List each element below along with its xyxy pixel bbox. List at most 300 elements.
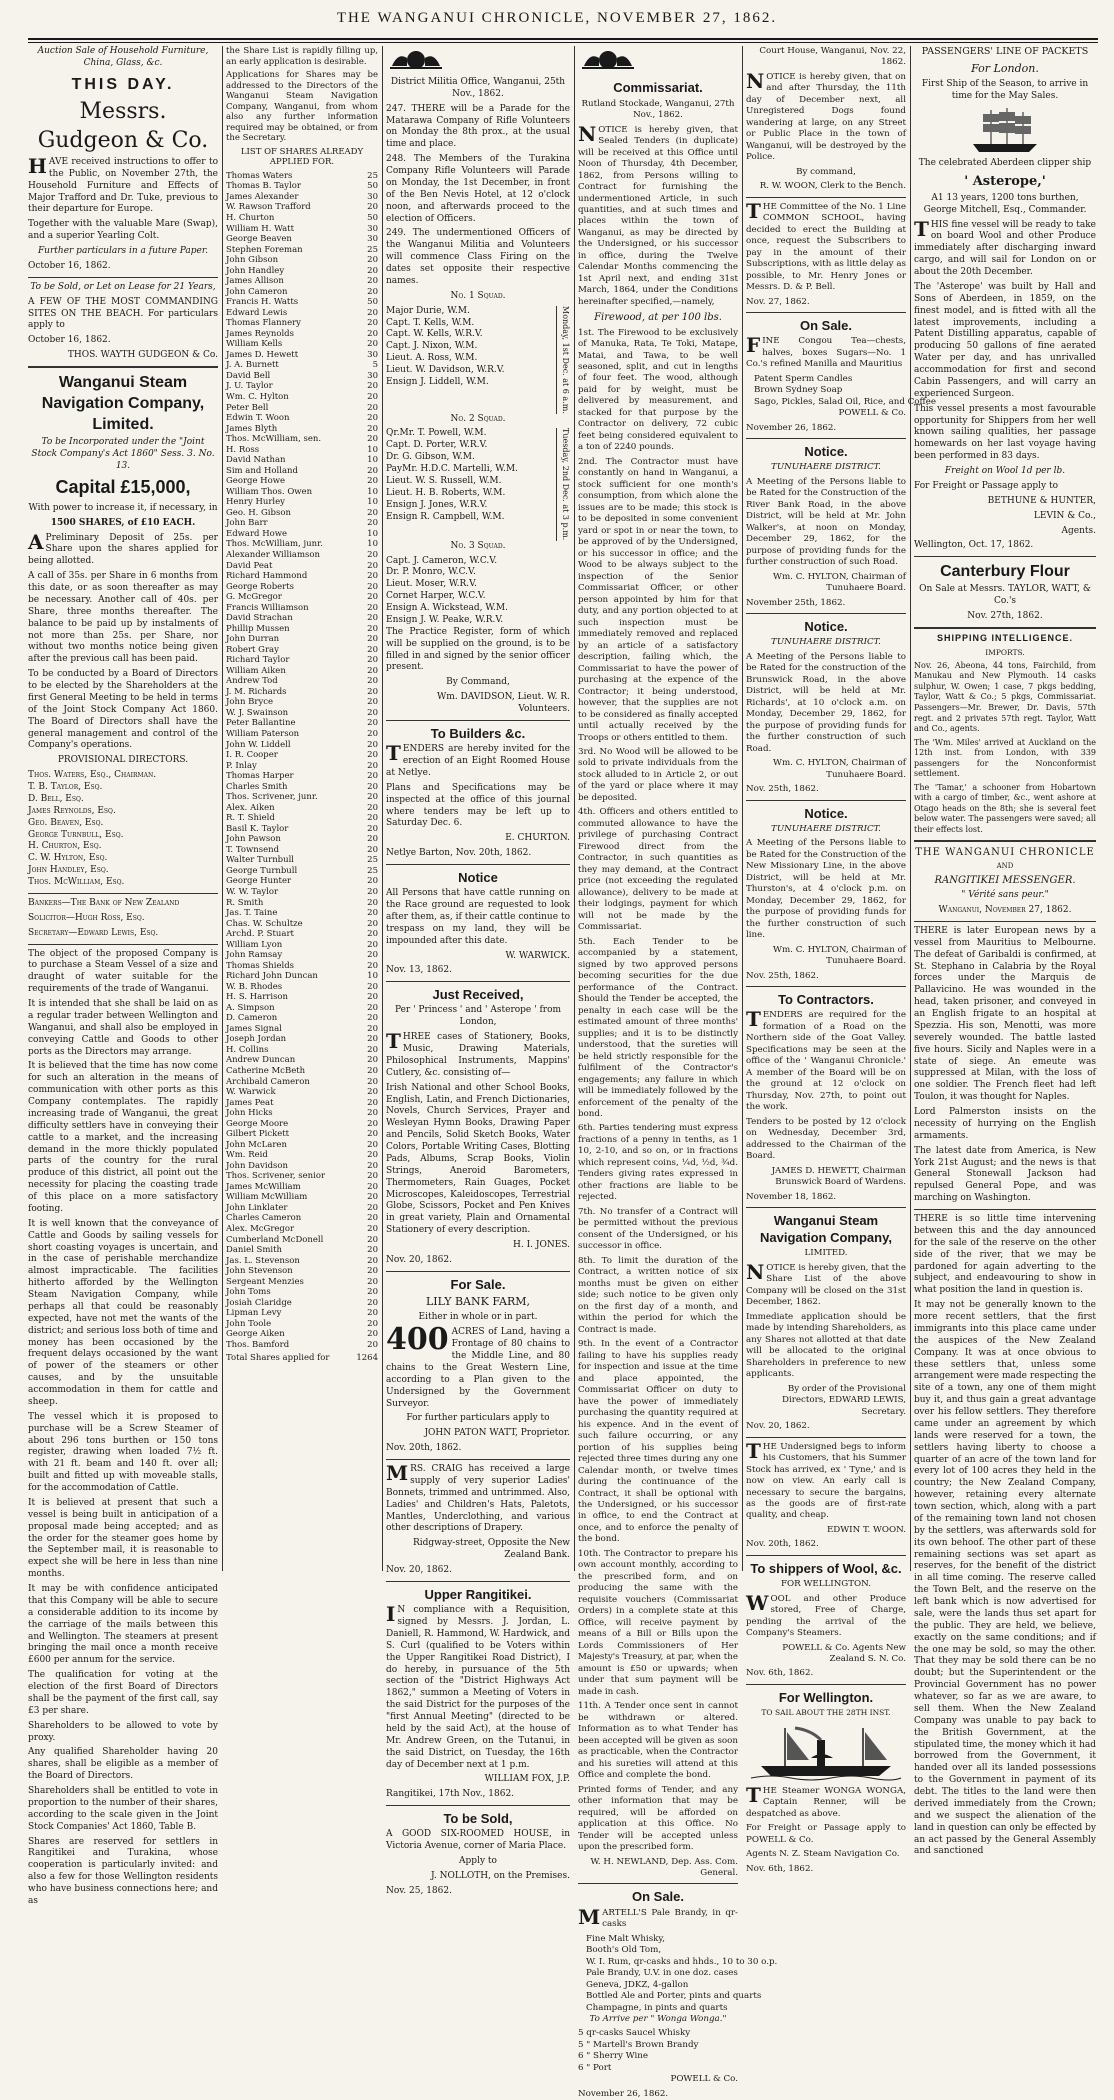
shareholder-name: Basil K. Taylor [226,823,289,834]
notice-3-heading: Notice. [804,805,848,821]
shareholder-name: George Aiken [226,1329,285,1340]
shareholder-row [226,645,378,656]
condition: 1st. The Firewood to be exclusively of Manuka, Rata, Te Toki, Matape, Matai, and Tawa, to be well seasoned, split, and cut in lengths of four feet. The wood, although paid for by weight, must be delivered by measurement, and stacked for that purpose by the Contractor on delivery, 72 cubic feet being considered equivalent to a ton of 2240 pounds. [578,327,738,453]
squad-member: Ensign J. Liddell, W.M. [386,376,489,387]
shareholder-shares: 20 [367,992,378,1003]
sailing-ship-icon [965,106,1045,156]
shareholder-row [226,708,378,719]
farm-body [386,1322,570,1410]
militia-office: District Militia Office, Wanganui, 25th Nov., 1862. [390,76,566,99]
sale-items [746,373,936,408]
for-sale-heading: For Sale. [450,1276,506,1292]
lease-signer: THOS. WAYTH GUDGEON & Co. [67,350,218,361]
shareholder-name: Thos. Bamford [226,1339,290,1350]
wsn-incorporation: To be Incorporated under the "Joint Stock Company's Act 1860" Sess. 3. No. 13. [31,437,215,472]
dog-command: By command, [796,166,856,177]
shareholder-name: Andrew Tod [226,676,278,687]
shareholder-shares: 30 [367,349,378,360]
shareholder-shares: 20 [367,781,378,792]
shareholder-shares: 20 [367,939,378,950]
shareholder-name: James Reynolds [226,328,294,339]
shareholder-shares: 20 [367,328,378,339]
shareholder-shares: 20 [367,665,378,676]
shareholder-name: Henry Hurley [226,497,285,508]
shareholder-row [226,919,378,930]
rangitikei-heading: Upper Rangitikei. [424,1586,532,1602]
total-label: Total Shares applied for [226,1353,330,1364]
shareholder-name: Jas. L. Stevenson [226,1255,300,1266]
director-item: John Handley, Esq. [28,865,109,876]
column-rule [382,46,383,1571]
shareholder-name: Geo. H. Gibson [226,507,291,518]
squad-member: Lieut. W. Davidson, W.R.V. [386,365,505,375]
rule [28,944,218,945]
notice-2-heading: Notice. [804,619,848,635]
shareholder-row [226,750,378,761]
shareholder-name: James McWilliam [226,1181,301,1192]
director-item: Thos. McWilliam, Esq. [28,877,125,887]
arrive-item: 5 " Martell's Brown Brandy [578,2039,699,2050]
woon-body: THE Undersigned begs to inform his Customers, that his Summer Stock has arrived, ex ' Tyne,' and is now on view. An early call is necessary to secure the bargains, as the goods are of first-rate quality, and cheap. [746,1438,906,1521]
shareholder-name: Peter Bell [226,402,269,413]
shareholder-name: Joseph Jordan [226,1034,287,1045]
shareholder-row [226,1129,378,1140]
practice-note: The Practice Register, form of which will be supplied on the ground, is to be filled in and signed by the senior officer present. [386,626,570,673]
shareholder-name: H. Churton [226,212,275,223]
shareholder-name: Alex. Aiken [226,802,275,813]
shareholder-row [226,834,378,845]
shareholder-name: A. Simpson [226,1002,275,1013]
shareholder-shares: 20 [367,1013,378,1024]
shareholder-row [226,961,378,972]
shareholder-name: Archd. P. Stuart [226,929,294,940]
wellington-heading: For Wellington. [778,1689,874,1705]
shareholder-shares: 20 [367,676,378,687]
shareholder-row [226,1340,378,1351]
shareholder-name: Gilbert Pickett [226,1129,290,1140]
squad-3-list [386,556,570,627]
shareholder-shares: 20 [367,581,378,592]
shareholder-row [226,308,378,319]
shareholder-name: T. Townsend [226,844,280,855]
shareholder-name: William Aiken [226,665,286,676]
shareholder-row [226,1077,378,1088]
royal-arms-icon [578,48,638,70]
firewood-heading: Firewood, at per 100 lbs. [594,312,722,324]
notice-3-date: Nov. 25th, 1862. [746,970,819,981]
auction-body: HAVE received instructions to offer to the Public, on November 27th, the Household Furniture and Effects of Major Trafford and Dr. Tuke, previous to their departure for Europe. [28,153,218,215]
militia-signer: Wm. DAVIDSON, Lieut. W. R. Volunteers. [437,692,570,715]
masthead [0,0,1114,40]
capital-heading: Capital £15,000, [55,477,191,497]
notice-signer: W. WARWICK. [505,950,570,961]
shareholder-row [226,1066,378,1077]
sale-item: Sago, Pickles, Salad Oil, Rice, and Coffee [754,396,936,407]
shareholder-shares: 20 [367,560,378,571]
squad-1 [386,306,570,414]
shareholder-shares: 20 [367,1297,378,1308]
shareholder-shares: 20 [367,202,378,213]
shareholder-name: Richard John Duncan [226,971,318,982]
shareholder-row [226,245,378,256]
shareholder-row [226,1308,378,1319]
sale-item: Booth's Old Tom, [586,1945,662,1956]
shareholders-list [226,171,378,1351]
ship-sub: A1 13 years, 1200 tons burthen, George Mitchell, Esq., Commander. [923,192,1087,215]
sold-date: Nov. 25, 1862. [386,1885,452,1896]
shareholder-name: George Moore [226,1118,289,1129]
squad-3-heading: No. 3 Squad. [450,540,506,551]
notice-date: Nov. 13, 1862. [386,965,452,976]
shareholder-shares: 20 [367,876,378,887]
royal-arms-icon [386,48,446,70]
shareholder-name: J. A. Burnett [226,360,279,371]
auction-kicker: Auction Sale of Household Furniture, China, Glass, &c. [37,46,209,68]
shareholder-name: John W. Liddell [226,739,291,750]
shareholder-row [226,666,378,677]
shareholder-row [226,1298,378,1309]
shareholder-shares: 20 [367,1192,378,1203]
paragraph: It may be with confidence anticipated that this Company will be able to secure a considerable addition to its income by the carriage of the mails between this and Wellington. The steamers at present bringing the mail once a month receive £600 per annum for the service. [28,1584,218,1666]
director-item: D. Bell, Esq. [28,793,84,804]
shareholder-row [226,782,378,793]
shareholder-shares: 20 [367,1044,378,1055]
shareholder-name: W. B. Rhodes [226,981,283,992]
shareholder-shares: 20 [367,1266,378,1277]
shareholder-row [226,424,378,435]
squad-2-date: Tuesday, 2nd Dec. at 3 p.m. [556,428,570,540]
masthead-rule [28,38,1098,40]
shareholder-shares: 20 [367,1287,378,1298]
director-item: T. B. Taylor, Esq. [28,782,103,792]
shareholder-shares: 20 [367,697,378,708]
shareholder-name: I. R. Cooper [226,750,278,761]
notice-3-signer: Wm. C. HYLTON, Chairman of Tunuhaere Board. [773,944,906,967]
to-be-sold-heading: To be Sold, [443,1811,513,1827]
shareholder-row [226,887,378,898]
shareholder-name: William Thos. Owen [226,486,313,497]
shareholder-shares: 20 [367,307,378,318]
shareholder-name: H. Ross [226,444,260,455]
shareholder-row [226,413,378,424]
shareholder-row [226,950,378,961]
farm-date: Nov. 20th, 1862. [386,1443,462,1454]
shareholder-row [226,434,378,445]
shareholder-row [226,687,378,698]
shareholder-row [226,940,378,951]
farm-acres: 400 [386,1322,449,1358]
director-item: Geo. Beaven, Esq. [28,817,104,828]
shareholder-name: Jas. T. Taine [226,908,278,919]
shareholder-row [226,213,378,224]
dateline: Wanganui, November 27, 1862. [938,905,1072,916]
shareholder-name: D. Cameron [226,1013,278,1024]
shareholder-shares: 20 [367,571,378,582]
shareholder-row [226,908,378,919]
shareholder-shares: 20 [367,1139,378,1150]
shareholder-name: George Howe [226,476,286,487]
masthead-rule-thin [28,42,1098,43]
shareholder-row [226,1140,378,1151]
shareholder-row [226,1119,378,1130]
wsn-body-2: Immediate application should be made by intending Shareholders, as any Shares not allotted at that date will be allocated to the original Shareholders in preference to new applicants. [746,1311,906,1380]
shareholder-name: David Bell [226,370,271,381]
shareholder-row [226,982,378,993]
paper-and: AND [996,861,1014,870]
shareholder-shares: 20 [367,1076,378,1087]
shareholder-shares: 20 [367,739,378,750]
squad-1-date: Monday, 1st Dec. at 6 a.m. [556,306,570,414]
squad-member: Major Durie, W.M. [386,305,470,316]
shareholder-shares: 20 [367,339,378,350]
squad-member: Qr.Mr. T. Powell, W.M. [386,428,487,439]
shareholder-shares: 20 [367,1066,378,1076]
shareholder-shares: 10 [367,971,378,982]
wellington-body: THE Steamer WONGA WONGA, Captain Renner, will be despatched as above. [746,1783,906,1819]
rule [914,1209,1096,1210]
shareholder-shares: 20 [367,402,378,413]
squad-2-list [386,428,556,540]
sale-date: November 26, 1862. [746,422,837,433]
woon-date: Nov. 20th, 1862. [746,1539,819,1550]
shareholder-row [226,1013,378,1024]
notice-1-body: A Meeting of the Persons liable to be Rated for the Construction of the River Bank Road, in the above District, will be held at Mr. John Walker's, at noon on Monday, December 29, 1862, for the purpose of providing funds for the further construction of such Road. [746,476,907,568]
shareholder-shares: 20 [367,1339,378,1350]
paragraph: The object of the proposed Company is to purchase a Steam Vessel of a size and draught of water suitable for the requirements of the trade of Wanganui. [28,948,218,995]
squad-member: Capt. J. Nixon, W.M. [386,341,478,352]
shareholder-name: Thos. Scrivener, senior [226,1171,326,1182]
shareholder-row [226,445,378,456]
dog-signer: R. W. WOON, Clerk to the Bench. [759,181,906,192]
shareholder-name: Walter Turnbull [226,855,295,866]
shareholder-name: James Signal [226,1023,282,1034]
shareholder-row [226,455,378,466]
shareholder-shares: 20 [367,1002,378,1013]
order-247: 247. THERE will be a Parade for the Matarawa Company of Rifle Volunteers on Monday the 8th prox., at the usual time and place. [386,103,570,150]
editorial: THERE is so little time intervening between this and the day announced for the sale of the reserve on the other side of the river, that we may be pardoned for again adverting to the subject, and endeavouring to show in what position the land in question is. [914,1214,1096,1296]
shareholder-name: W. J. Swainson [226,707,289,718]
notice-heading: Notice [458,870,498,885]
shareholder-shares: 20 [367,1034,378,1045]
craig-date: Nov. 20, 1862. [386,1565,452,1576]
shareholder-row [226,1024,378,1035]
shareholder-name: Charles Cameron [226,1213,302,1224]
shareholder-shares: 20 [367,318,378,329]
shareholder-row [226,1055,378,1066]
shareholder-shares: 20 [367,834,378,845]
shareholder-row [226,297,378,308]
shareholder-row [226,234,378,245]
shareholder-name: R. T. Shield [226,813,275,824]
shareholder-row [226,255,378,266]
lease-kicker: To be Sold, or Let on Lease for 21 Years, [30,281,216,292]
shareholder-name: Lipman Levy [226,1308,282,1319]
shareholder-name: Thomas Harper [226,771,294,782]
shareholder-row [226,1003,378,1014]
total-row [226,1353,378,1364]
shareholder-name: George Turnbull [226,865,298,876]
shareholder-shares: 25 [367,865,378,876]
shareholder-row [226,487,378,498]
shareholder-name: W. Warwick [226,1087,276,1098]
shareholder-name: William Paterson [226,729,300,739]
notice-1-district: TUNUHAERE DISTRICT. [771,462,881,473]
shipping-body-3: The 'Tamar,' a schooner from Hobartown with a cargo of timber, &c., went ashore at Otago heads on the 8th; she is several feet below water. The passengers were saved; all their effects lost. [914,782,1096,835]
shareholder-name: James Peat [226,1097,274,1108]
craig-address: Ridgway-street, Opposite the New Zealand Bank. [412,1538,570,1561]
builders-body-2: Plans and Specifications may be inspected at the office of this journal where tenders may be left up to Saturday Dec. 6. [386,782,570,829]
shareholder-row [226,1161,378,1172]
rule [746,197,906,198]
shareholder-shares: 30 [367,191,378,202]
shareholder-shares: 20 [367,792,378,803]
rule [746,1684,906,1685]
shareholder-name: James Blyth [226,423,278,434]
on-sale-heading: On Sale. [631,1889,685,1905]
shareholder-name: John Ramsay [226,950,283,961]
shareholder-row [226,1182,378,1193]
capital-power: With power to increase it, if necessary, in [28,502,218,513]
shareholder-row [226,497,378,508]
shareholder-name: David Peat [226,560,273,571]
wool-body: WOOL and other Produce stored, Free of Charge, pending the arrival of the Company's Steamers. [746,1590,906,1639]
rangitikei-date: Rangitikei, 17th Nov., 1862. [386,1789,515,1800]
builders-date: Netlye Barton, Nov. 20th, 1862. [386,848,532,859]
shareholder-shares: 20 [367,686,378,697]
squad-member: Capt. J. Cameron, W.C.V. [386,555,498,566]
rule [386,981,570,982]
wool-date: Nov. 6th, 1862. [746,1668,814,1679]
school-notice: THE Committee of the No. 1 Line COMMON SCHOOL, having decided to erect the Building at once, request the Subscribers to pay in the amount of their Subscriptions, with as little delay as possible, to Mr. Henry Jones or Messrs. D. & P. Bell. [746,198,906,293]
shareholder-row [226,1329,378,1340]
shareholder-shares: 20 [367,897,378,908]
shareholder-name: Thos. McWilliam, sen. [226,434,322,445]
shareholder-name: Thos. Scrivener, junr. [226,792,318,803]
auction-date: October 16, 1862. [28,260,111,271]
auction-further: Further particulars in a future Paper. [37,246,209,257]
arrive-signer: POWELL & Co. [670,2074,738,2085]
ship-body-3: This vessel presents a most favourable opportunity for Shippers from her well known sailing qualities, her passage homewards on her last voyage having been performed in 83 days. [914,403,1096,462]
wool-heading: To shippers of Wool, &c. [750,1560,902,1576]
shareholder-row [226,339,378,350]
rule [746,800,906,801]
shareholder-name: Thomas Waters [226,170,293,181]
shareholder-name: John Bryce [226,697,274,708]
director-item: George Turnbull, Esq. [28,829,124,840]
contractors-signer: JAMES D. HEWETT, Chairman Brunswick Board of Wardens. [771,1165,906,1188]
shareholder-shares: 20 [367,1223,378,1234]
shareholder-shares: 20 [367,392,378,402]
contractors-body-2: Tenders to be posted by 12 o'clock on Wednesday, December 3rd, addressed to the Chairman of the Board. [746,1116,906,1162]
shareholder-name: David Strachan [226,613,293,624]
sale-first: MARTELL'S Pale Brandy, in qr-casks [578,1904,738,1930]
shareholder-shares: 10 [367,486,378,497]
court-house-address: Court House, Wanganui, Nov. 22, 1862. [759,46,906,68]
shareholder-shares: 20 [367,1245,378,1256]
notice-2-district: TUNUHAERE DISTRICT. [771,637,881,648]
shareholder-name: Francis Williamson [226,602,309,613]
rule [386,864,570,865]
squad-1-heading: No. 1 Squad. [450,290,506,301]
shareholder-row [226,1034,378,1045]
shareholder-shares: 30 [367,370,378,381]
shareholder-shares: 20 [367,718,378,729]
builders-body: TENDERS are hereby invited for the erection of an Eight Roomed House at Netlye. [386,741,570,778]
shareholder-row [226,803,378,814]
shareholder-shares: 20 [367,634,378,645]
shareholder-name: Thomas Flannery [226,318,301,329]
shareholder-row [226,792,378,803]
shareholder-row [226,192,378,203]
wellington-signer: Agents N. Z. Steam Navigation Co. [746,1849,900,1860]
shareholder-name: John Handley [226,265,285,276]
shareholder-shares: 20 [367,918,378,929]
school-date: Nov. 27, 1862. [746,296,810,307]
shipping-body: Nov. 26, Abeona, 44 tons, Fairchild, from Manukau and New Plymouth. 14 casks sulphur, W. Owen; 1 case, 7 pkgs bedding, Taylor, Watt & Co.; 5 pkgs, Commissariat. Passengers—Mr. Brewer, Dr. Davis, 57th regt. and 2 privates 57th regt. Taylor, Watt and Co., agents. [914,660,1096,734]
shareholder-row [226,329,378,340]
shareholder-row [226,898,378,909]
commissariat-intro: NOTICE is hereby given, that Sealed Tenders (in duplicate) will be received at this Office until Noon of Thursday, 4th December, 1862, from Persons willing to Contract for furnishing the undermentioned Article, in such quantities, and at such times and places within the town of Wanganui, as may be directed by the Undersigned, or his successor in office, during the Twelve Calendar Months commencing the 1st April next, and ending 31st March, 1864, under the Conditions hereinafter specified,—namely, [578,121,738,307]
shareholder-name: William H. Watt [226,223,295,234]
shareholder-row [226,1098,378,1109]
shareholder-shares: 20 [367,1255,378,1266]
notice-1-signer: Wm. C. HYLTON, Chairman of Tunuhaere Board. [773,571,906,594]
shareholder-shares: 10 [367,497,378,508]
shareholder-row [226,202,378,213]
bankers: Bankers—The Bank of New Zealand [28,897,180,908]
wool-signer: POWELL & Co. Agents New Zealand S. N. Co. [782,1642,906,1664]
paragraph: It is believed at present that such a vessel is being built in anticipation of a proposal made being accepted; and as the order for the steamer goes home by the September mail, it is reasonable to expect she will be here in less than nine months. [28,1497,218,1580]
sale-item: Fine Malt Whisky, [586,1933,665,1944]
shareholder-shares: 20 [367,1308,378,1319]
shareholder-shares: 20 [367,1160,378,1171]
received-date: Nov. 20, 1862. [386,1254,452,1265]
rangitikei-body: IN compliance with a Requisition, signed by Messrs. J. Jordan, L. Daniell, R. Hammond, W. Hardwick, and S. Curl (qualified to be Voters within the Upper Rangitikei Road District), I do hereby, in pursuance of the 5th section of the "District Highways Act 1862," summon a Meeting of Voters in the said District for the purposes of the "first Annual Meeting" (directed to be held by the said Act), at the house of Mr. Andrew Green, on the Tutanui, in the said District, on Tuesday, the 16th day of December next at 1 p.m. [386,1602,570,1770]
sale-item: W. I. Rum, qr-casks and hhds., 10 to 30 o.p. [586,1956,778,1967]
condition: 2nd. The Contractor must have constantly on hand in Wanganui, a stock sufficient for one month's consumption, from which alone the issues are to be made; this stock is to be deposited in some convenient yard or spot in or near the town, to be approved of by the Undersigned, or his successor in office; and the Wood to be always subject to the inspection of the Senior Commissariat Officer, or other person appointed by him for that duty, and any portion objected to at such inspection must be immediately removed and replaced by an article of a satisfactory description, failing which, the Commissariat to have the power of purchasing at the expence of the Contractor; it being understood, however, that the supplies are not to be considered as finally accepted until actually received by the Troops or others entitled to them. [578,456,738,743]
shareholder-name: P. Inlay [226,760,257,771]
shareholder-name: George Hunter [226,876,292,887]
shareholder-name: Alex. McGregor [226,1223,295,1234]
column-rule [910,46,911,1571]
shareholder-row [226,855,378,866]
shareholder-name: Daniel Smith [226,1245,283,1256]
received-heading: Just Received, [432,987,524,1003]
wsn-limited: LIMITED. [804,1248,848,1259]
shareholder-shares: 20 [367,1023,378,1034]
agent-2: LEVIN & Co., [1033,510,1096,521]
shareholder-shares: 10 [367,455,378,466]
rule [28,893,218,894]
shareholder-shares: 20 [367,1055,378,1066]
paragraph: To be conducted by a Board of Directors to be elected by the Shareholders at the first General Meeting to be held in terms of the Joint Stock Company Act 1860. The Board of Directors shall have the general management and control of the Company's operations. [28,669,218,751]
woon-signer: EDWIN T. WOON. [826,1524,906,1535]
shareholder-row [226,1150,378,1161]
squad-member: Ensign R. Campbell, W.M. [386,511,505,522]
shareholder-name: Robert Gray [226,644,279,655]
farm-signer: JOHN PATON WATT, Proprietor. [424,1428,570,1439]
paragraph: Shares are reserved for settlers in Rangitikei and Turakina, whose cooperation is particularly invited: and also a few for those Wellington residents who have business connections here; and as [28,1836,218,1906]
wsn-date: Nov. 20, 1862. [746,1421,810,1432]
lease-body: A FEW OF THE MOST COMMANDING SITES ON THE BEACH. For particulars apply to [28,296,218,331]
farm-body-2: For further particulars apply to [406,1413,550,1424]
shareholder-shares: 30 [367,223,378,234]
shareholder-name: Archibald Cameron [226,1076,310,1087]
shareholder-shares: 20 [367,518,378,529]
shareholder-name: John Barr [226,518,268,529]
shareholder-row [226,1256,378,1267]
rule [746,1207,906,1208]
